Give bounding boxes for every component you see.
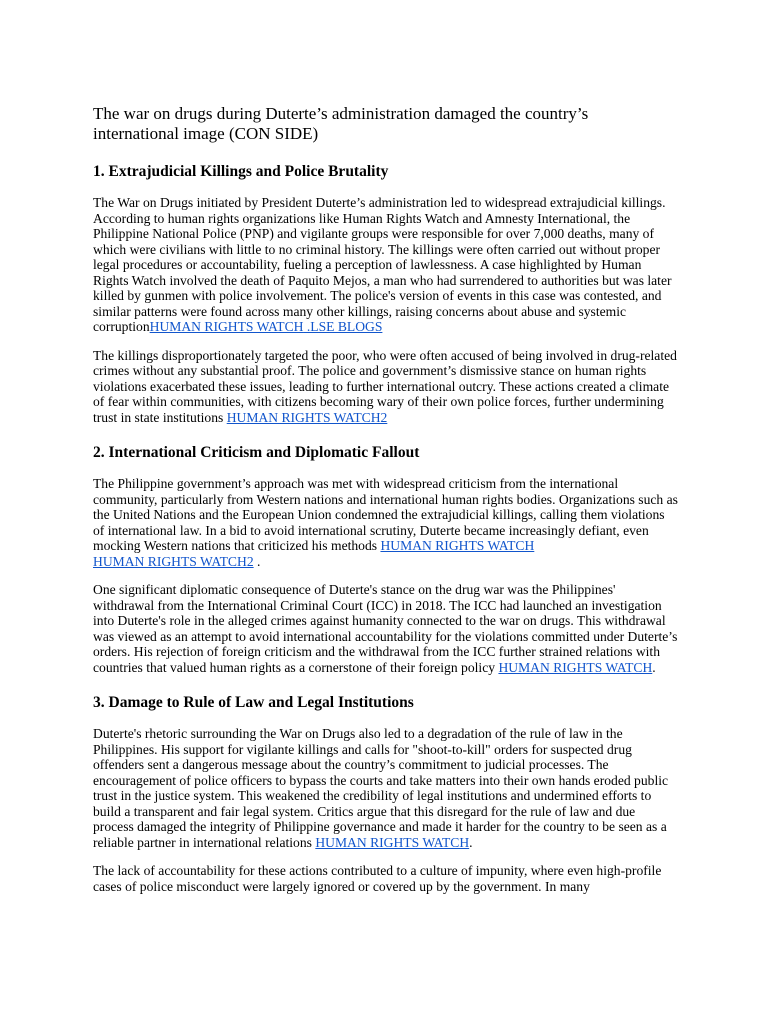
section-1-paragraph-2 [93, 348, 678, 426]
paragraph-text: The Philippine government’s approach was met with widespread criticism from the international community, particularly from Western nations and international human rights bodies. Organizations such as the United Nations and the European Union condemned the extrajudicial killings, calling them violations of international law. In a bid to avoid international scrutiny, Duterte became increasingly defiant, even mocking Western nations that criticized his methods [93, 476, 678, 553]
paragraph-text: The killings disproportionately targeted the poor, who were often accused of being involved in drug-related crimes without any substantial proof. The police and government’s dismissive stance on human rights violations exacerbated these issues, leading to further international outcry. These actions created a climate of fear within communities, with citizens becoming wary of their own police forces, further undermining trust in state institutions [93, 347, 677, 425]
section-3-heading: 3. Damage to Rule of Law and Legal Institutions [93, 694, 414, 711]
human-rights-watch-link[interactable]: HUMAN RIGHTS WATCH [315, 834, 470, 850]
section-2-heading: 2. International Criticism and Diplomatic Fallout [93, 444, 420, 461]
human-rights-watch-link[interactable]: HUMAN RIGHTS WATCH [149, 319, 304, 334]
section-1-heading: 1. Extrajudicial Killings and Police Brutality [93, 163, 389, 180]
human-rights-watch-link[interactable]: HUMAN RIGHTS WATCH [498, 659, 653, 675]
human-rights-watch2-link[interactable]: HUMAN RIGHTS WATCH2 [226, 409, 388, 425]
section-3-paragraph-1 [93, 726, 678, 850]
human-rights-watch2-link[interactable]: HUMAN RIGHTS WATCH2 [93, 553, 254, 569]
paragraph-tail: . [652, 659, 656, 675]
document-title: The war on drugs during Duterte’s administration damaged the country’s international image (CON SIDE) [93, 104, 589, 143]
paragraph-text: Duterte's rhetoric surrounding the War on Drugs also led to a degradation of the rule of law in the Philippines. His support for vigilante killings and calls for "shoot-to-kill" orders for suspected drug offenders sent a dangerous message about the country’s commitment to judicial processes. The encouragement of police officers to bypass the courts and take matters into their own hands eroded public trust in the justice system. This weakened the credibility of legal institutions and undermined efforts to build a transparent and fair legal system. Critics argue that this disregard for the rule of law and due process damaged the integrity of Philippine governance and made it harder for the country to be seen as a reliable partner in international relations [93, 726, 669, 850]
human-rights-watch-link[interactable]: HUMAN RIGHTS WATCH [380, 538, 535, 553]
section-3-paragraph-2: The lack of accountability for these actions contributed to a culture of impunity, where even high-profile cases of police misconduct were largely ignored or covered up by the government. In many [93, 863, 662, 894]
paragraph-tail: . [469, 834, 473, 850]
lse-blogs-link[interactable]: .LSE BLOGS [303, 319, 383, 334]
document-page [93, 104, 678, 907]
paragraph-text: One significant diplomatic consequence of Duterte's stance on the drug war was the Philippines' withdrawal from the International Criminal Court (ICC) in 2018. The ICC had launched an investigation into Duterte's role in the alleged crimes against humanity connected to the war on drugs. This withdrawal was viewed as an attempt to avoid international accountability for the violations committed under Duterte’s orders. His rejection of foreign criticism and the withdrawal from the ICC further strained relations with countries that valued human rights as a cornerstone of their foreign policy [93, 582, 678, 675]
paragraph-tail: . [253, 553, 261, 569]
paragraph-text: The War on Drugs initiated by President Duterte’s administration led to widespread extrajudicial killings. According to human rights organizations like Human Rights Watch and Amnesty International, the Philippine National Police (PNP) and vigilante groups were responsible for over 7,000 deaths, many of which were civilians with little to no criminal history. The killings were often carried out without proper legal procedures or accountability, fueling a perception of lawlessness. A case highlighted by Human Rights Watch involved the death of Paquito Mejos, a man who had surrendered to authorities but was later killed by gunmen with police involvement. The police's version of events in this case was contested, and similar patterns were found across many other killings, raising concerns about abuse and systemic corruption [93, 195, 672, 334]
section-1-paragraph-1 [93, 195, 678, 335]
section-2-paragraph-2 [93, 582, 678, 675]
section-2-paragraph-1 [93, 476, 678, 569]
